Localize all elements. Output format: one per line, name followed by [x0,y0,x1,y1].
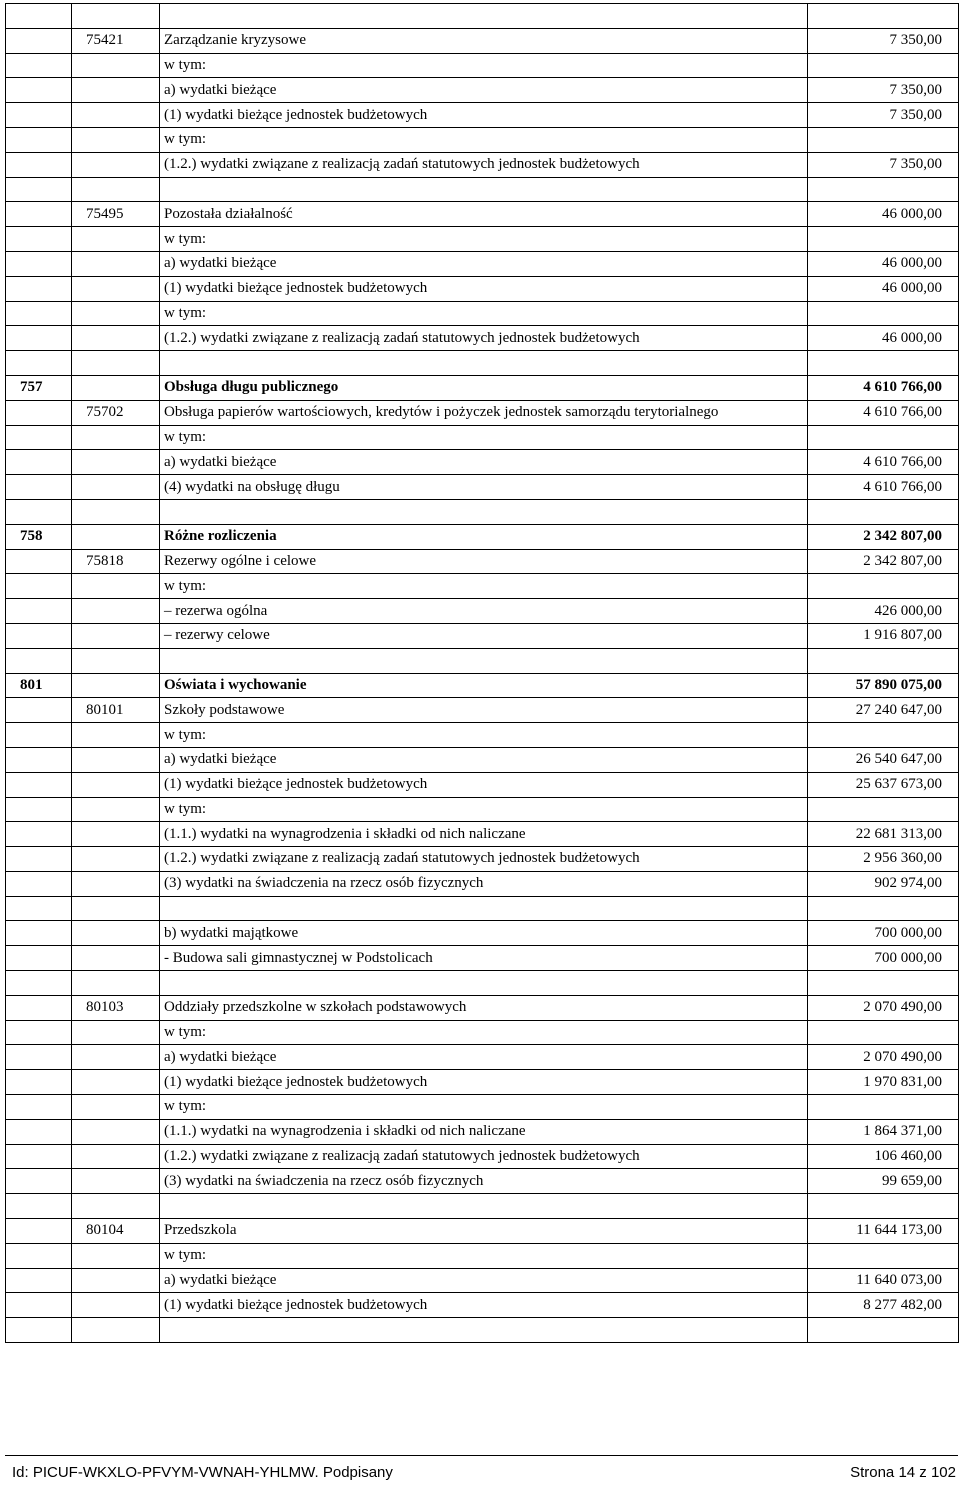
description-cell [160,177,808,202]
description-cell: w tym: [160,301,808,326]
amount-cell [808,127,959,152]
description-cell: (1) wydatki bieżące jednostek budżetowych [160,1293,808,1318]
description-cell [160,499,808,524]
section-code-cell [6,921,72,946]
chapter-code-cell: 75495 [72,202,160,227]
section-code-cell [6,227,72,252]
amount-cell [808,723,959,748]
chapter-code-cell [72,326,160,351]
chapter-code-cell [72,574,160,599]
description-cell: w tym: [160,1020,808,1045]
section-code-cell [6,351,72,376]
table-row [6,623,959,648]
table-row [6,425,959,450]
table-row [6,301,959,326]
chapter-code-cell [72,1293,160,1318]
section-code-cell [6,797,72,822]
table-row [6,227,959,252]
amount-cell [808,797,959,822]
description-cell [160,4,808,29]
amount-cell [808,1020,959,1045]
chapter-code-cell [72,78,160,103]
description-cell: w tym: [160,574,808,599]
section-code-cell [6,301,72,326]
table-row [6,400,959,425]
section-code-cell [6,276,72,301]
description-cell: (3) wydatki na świadczenia na rzecz osób fizycznych [160,1169,808,1194]
amount-cell [808,1095,959,1120]
description-cell: Obsługa papierów wartościowych, kredytów i pożyczek jednostek samorządu terytorialnego [160,400,808,425]
description-cell: a) wydatki bieżące [160,450,808,475]
description-cell: a) wydatki bieżące [160,1045,808,1070]
section-row [6,673,959,698]
chapter-code-cell [72,1070,160,1095]
section-code-cell [6,971,72,996]
spacer-row [6,1318,959,1343]
chapter-code-cell [72,227,160,252]
description-cell: w tym: [160,425,808,450]
amount-cell: 46 000,00 [808,202,959,227]
table-row [6,251,959,276]
section-code-cell: 758 [6,524,72,549]
table-row [6,995,959,1020]
chapter-code-cell [72,673,160,698]
amount-cell: 4 610 766,00 [808,375,959,400]
table-row [6,1020,959,1045]
spacer-row [6,499,959,524]
section-code-cell [6,995,72,1020]
description-cell [160,648,808,673]
chapter-code-cell [72,1095,160,1120]
section-code-cell [6,648,72,673]
chapter-code-cell [72,499,160,524]
description-cell: (1) wydatki bieżące jednostek budżetowych [160,1070,808,1095]
section-code-cell [6,475,72,500]
description-cell: Pozostała działalność [160,202,808,227]
amount-cell: 2 070 490,00 [808,1045,959,1070]
chapter-code-cell [72,276,160,301]
table-row [6,53,959,78]
amount-cell [808,1243,959,1268]
amount-cell [808,1318,959,1343]
section-code-cell [6,1293,72,1318]
amount-cell: 2 956 360,00 [808,847,959,872]
description-cell: – rezerwy celowe [160,623,808,648]
section-code-cell [6,599,72,624]
amount-cell [808,227,959,252]
section-code-cell [6,1020,72,1045]
description-cell: (3) wydatki na świadczenia na rzecz osób fizycznych [160,871,808,896]
chapter-code-cell [72,822,160,847]
section-code-cell [6,103,72,128]
section-code-cell [6,400,72,425]
table-row [6,1293,959,1318]
description-cell: w tym: [160,723,808,748]
description-cell: (1.2.) wydatki związane z realizacją zadań statutowych jednostek budżetowych [160,1144,808,1169]
section-code-cell [6,1045,72,1070]
table-row [6,202,959,227]
chapter-code-cell [72,847,160,872]
chapter-code-cell: 75702 [72,400,160,425]
description-cell [160,351,808,376]
section-code-cell [6,326,72,351]
amount-cell: 99 659,00 [808,1169,959,1194]
table-row [6,871,959,896]
table-row [6,1095,959,1120]
description-cell: Szkoły podstawowe [160,698,808,723]
section-code-cell [6,28,72,53]
table-row [6,847,959,872]
description-cell: w tym: [160,53,808,78]
amount-cell [808,896,959,921]
table-row [6,822,959,847]
chapter-code-cell [72,1144,160,1169]
amount-cell: 46 000,00 [808,251,959,276]
amount-cell: 27 240 647,00 [808,698,959,723]
amount-cell: 7 350,00 [808,28,959,53]
amount-cell: 8 277 482,00 [808,1293,959,1318]
section-code-cell [6,127,72,152]
amount-cell: 2 070 490,00 [808,995,959,1020]
budget-expense-table [5,3,959,1343]
table-row [6,1144,959,1169]
table-row [6,127,959,152]
table-row [6,1243,959,1268]
table-row [6,574,959,599]
chapter-code-cell: 75421 [72,28,160,53]
amount-cell [808,971,959,996]
description-cell: w tym: [160,797,808,822]
amount-cell: 902 974,00 [808,871,959,896]
description-cell: (4) wydatki na obsługę długu [160,475,808,500]
table-row [6,946,959,971]
chapter-code-cell [72,177,160,202]
description-cell: (1) wydatki bieżące jednostek budżetowych [160,276,808,301]
description-cell [160,1194,808,1219]
chapter-code-cell [72,1194,160,1219]
amount-cell [808,4,959,29]
table-row [6,1119,959,1144]
chapter-code-cell [72,53,160,78]
description-cell [160,1318,808,1343]
description-cell: Przedszkola [160,1219,808,1244]
table-row [6,475,959,500]
amount-cell: 106 460,00 [808,1144,959,1169]
chapter-code-cell [72,723,160,748]
section-code-cell [6,847,72,872]
description-cell: a) wydatki bieżące [160,251,808,276]
section-code-cell [6,1194,72,1219]
section-code-cell [6,623,72,648]
amount-cell: 4 610 766,00 [808,400,959,425]
amount-cell: 46 000,00 [808,276,959,301]
chapter-code-cell [72,450,160,475]
table-row [6,1268,959,1293]
table-row [6,723,959,748]
footer-divider [5,1455,958,1456]
amount-cell [808,574,959,599]
section-code-cell [6,946,72,971]
table-body [6,4,959,1343]
chapter-code-cell [72,971,160,996]
section-code-cell [6,251,72,276]
table-row [6,599,959,624]
chapter-code-cell [72,152,160,177]
description-cell: Rezerwy ogólne i celowe [160,549,808,574]
amount-cell [808,177,959,202]
section-code-cell [6,78,72,103]
table-row [6,772,959,797]
chapter-code-cell: 80104 [72,1219,160,1244]
chapter-code-cell [72,475,160,500]
section-code-cell [6,425,72,450]
spacer-row [6,896,959,921]
description-cell: (1.2.) wydatki związane z realizacją zadań statutowych jednostek budżetowych [160,152,808,177]
amount-cell: 2 342 807,00 [808,549,959,574]
chapter-code-cell [72,921,160,946]
table-row [6,78,959,103]
description-cell [160,971,808,996]
chapter-code-cell [72,375,160,400]
chapter-code-cell [72,648,160,673]
chapter-code-cell [72,772,160,797]
amount-cell: 2 342 807,00 [808,524,959,549]
section-code-cell [6,202,72,227]
amount-cell: 700 000,00 [808,946,959,971]
amount-cell: 11 644 173,00 [808,1219,959,1244]
table-row [6,326,959,351]
amount-cell: 7 350,00 [808,152,959,177]
table-row [6,797,959,822]
section-code-cell [6,772,72,797]
amount-cell: 426 000,00 [808,599,959,624]
page-number: Strona 14 z 102 [850,1464,956,1481]
section-code-cell: 757 [6,375,72,400]
table-row [6,103,959,128]
description-cell: – rezerwa ogólna [160,599,808,624]
document-id-signature: Id: PICUF-WKXLO-PFVYM-VWNAH-YHLMW. Podpisany [12,1464,393,1481]
table-row [6,549,959,574]
amount-cell: 57 890 075,00 [808,673,959,698]
description-cell: a) wydatki bieżące [160,78,808,103]
amount-cell: 1 916 807,00 [808,623,959,648]
amount-cell: 25 637 673,00 [808,772,959,797]
chapter-code-cell [72,1169,160,1194]
amount-cell [808,499,959,524]
section-code-cell [6,53,72,78]
section-row [6,375,959,400]
description-cell: (1) wydatki bieżące jednostek budżetowych [160,103,808,128]
section-code-cell [6,549,72,574]
description-cell: Oddziały przedszkolne w szkołach podstawowych [160,995,808,1020]
chapter-code-cell [72,623,160,648]
amount-cell: 7 350,00 [808,103,959,128]
table-row [6,921,959,946]
chapter-code-cell: 80101 [72,698,160,723]
description-cell: (1) wydatki bieżące jednostek budżetowych [160,772,808,797]
amount-cell: 700 000,00 [808,921,959,946]
table-row [6,450,959,475]
amount-cell [808,53,959,78]
table-row [6,747,959,772]
chapter-code-cell [72,425,160,450]
amount-cell: 7 350,00 [808,78,959,103]
amount-cell: 22 681 313,00 [808,822,959,847]
chapter-code-cell [72,1119,160,1144]
spacer-row [6,177,959,202]
chapter-code-cell [72,4,160,29]
section-code-cell [6,896,72,921]
section-code-cell: 801 [6,673,72,698]
section-code-cell [6,723,72,748]
chapter-code-cell [72,1045,160,1070]
description-cell: w tym: [160,1095,808,1120]
description-cell: a) wydatki bieżące [160,747,808,772]
description-cell: Obsługa długu publicznego [160,375,808,400]
table-row [6,1219,959,1244]
amount-cell: 1 864 371,00 [808,1119,959,1144]
section-code-cell [6,499,72,524]
description-cell: Różne rozliczenia [160,524,808,549]
chapter-code-cell [72,103,160,128]
amount-cell [808,648,959,673]
table-row [6,276,959,301]
description-cell: Oświata i wychowanie [160,673,808,698]
spacer-row [6,351,959,376]
spacer-row [6,971,959,996]
table-row [6,698,959,723]
amount-cell [808,351,959,376]
section-code-cell [6,747,72,772]
section-code-cell [6,1268,72,1293]
amount-cell [808,1194,959,1219]
amount-cell: 26 540 647,00 [808,747,959,772]
section-code-cell [6,1318,72,1343]
section-code-cell [6,1095,72,1120]
amount-cell: 1 970 831,00 [808,1070,959,1095]
description-cell: - Budowa sali gimnastycznej w Podstolicach [160,946,808,971]
chapter-code-cell [72,1318,160,1343]
description-cell: (1.2.) wydatki związane z realizacją zadań statutowych jednostek budżetowych [160,847,808,872]
chapter-code-cell [72,1243,160,1268]
section-code-cell [6,1169,72,1194]
chapter-code-cell: 75818 [72,549,160,574]
description-cell: (1.1.) wydatki na wynagrodzenia i składki od nich naliczane [160,1119,808,1144]
section-code-cell [6,698,72,723]
description-cell: w tym: [160,1243,808,1268]
description-cell: w tym: [160,227,808,252]
section-row [6,524,959,549]
chapter-code-cell [72,351,160,376]
table-row [6,1045,959,1070]
chapter-code-cell [72,599,160,624]
spacer-row [6,4,959,29]
section-code-cell [6,4,72,29]
amount-cell: 4 610 766,00 [808,475,959,500]
description-cell: (1.2.) wydatki związane z realizacją zadań statutowych jednostek budżetowych [160,326,808,351]
description-cell [160,896,808,921]
table-row [6,1070,959,1095]
chapter-code-cell [72,797,160,822]
section-code-cell [6,1070,72,1095]
table-row [6,1169,959,1194]
description-cell: b) wydatki majątkowe [160,921,808,946]
chapter-code-cell [72,127,160,152]
section-code-cell [6,177,72,202]
amount-cell [808,425,959,450]
spacer-row [6,648,959,673]
section-code-cell [6,1243,72,1268]
section-code-cell [6,871,72,896]
chapter-code-cell [72,524,160,549]
description-cell: (1.1.) wydatki na wynagrodzenia i składki od nich naliczane [160,822,808,847]
chapter-code-cell: 80103 [72,995,160,1020]
chapter-code-cell [72,251,160,276]
chapter-code-cell [72,1020,160,1045]
amount-cell: 11 640 073,00 [808,1268,959,1293]
amount-cell: 46 000,00 [808,326,959,351]
description-cell: a) wydatki bieżące [160,1268,808,1293]
chapter-code-cell [72,301,160,326]
section-code-cell [6,450,72,475]
chapter-code-cell [72,896,160,921]
section-code-cell [6,1219,72,1244]
section-code-cell [6,822,72,847]
section-code-cell [6,152,72,177]
spacer-row [6,1194,959,1219]
description-cell: Zarządzanie kryzysowe [160,28,808,53]
amount-cell: 4 610 766,00 [808,450,959,475]
table-row [6,152,959,177]
amount-cell [808,301,959,326]
chapter-code-cell [72,1268,160,1293]
table-row [6,28,959,53]
chapter-code-cell [72,747,160,772]
section-code-cell [6,1144,72,1169]
chapter-code-cell [72,871,160,896]
description-cell: w tym: [160,127,808,152]
section-code-cell [6,1119,72,1144]
section-code-cell [6,574,72,599]
chapter-code-cell [72,946,160,971]
